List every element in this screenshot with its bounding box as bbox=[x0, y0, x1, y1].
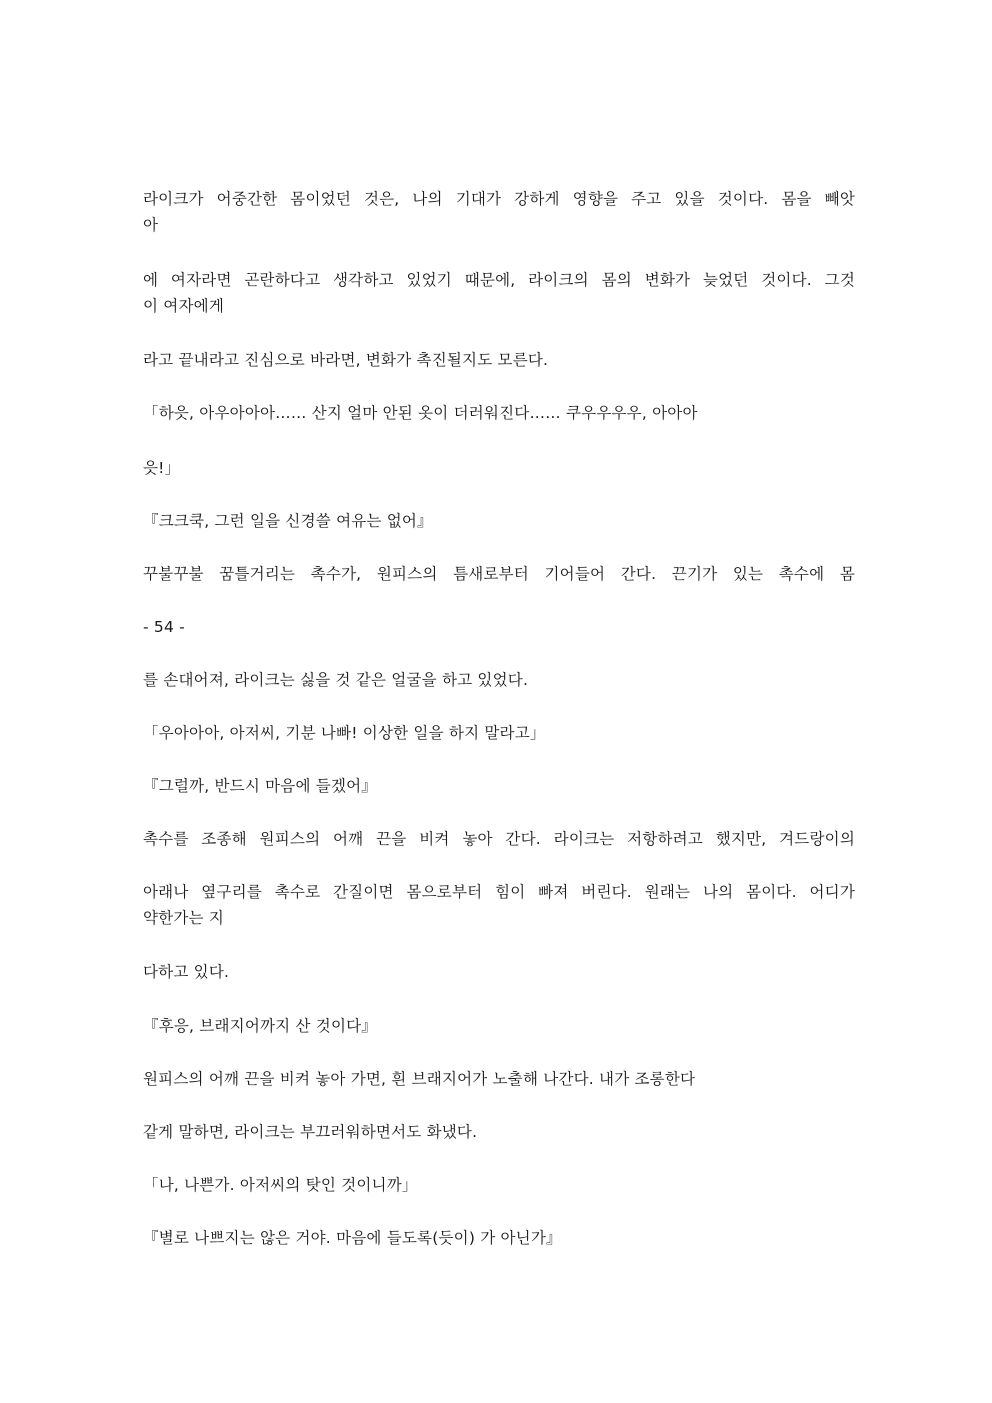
dialogue-line: 『크크쿡, 그런 일을 신경쓸 여유는 없어』 bbox=[143, 512, 433, 530]
paragraph: 에 여자라면 곤란하다고 생각하고 있었기 때문에, 라이크의 몸의 변화가 늦었던 것이다. 그것 이 여자에게 bbox=[143, 271, 855, 315]
dialogue-line: 『별로 나쁘지는 않은 거야. 마음에 들도록(듯이) 가 아닌가』 bbox=[143, 1229, 562, 1247]
dialogue-line: 「나, 나쁜가. 아저씨의 탓인 것이니까」 bbox=[143, 1176, 418, 1194]
paragraph: 라고 끝내라고 진심으로 바라면, 변화가 촉진될지도 모른다. bbox=[143, 351, 549, 369]
paragraph: 다하고 있다. bbox=[143, 963, 230, 981]
paragraph: 라이크가 어중간한 몸이었던 것은, 나의 기대가 강하게 영향을 주고 있을 것이다. 몸을 빼앗 아 bbox=[143, 190, 855, 234]
page-number: - 54 - bbox=[143, 618, 185, 636]
paragraph: 를 손대어져, 라이크는 싫을 것 같은 얼굴을 하고 있었다. bbox=[143, 671, 529, 689]
dialogue-line: 읏!」 bbox=[143, 459, 181, 477]
dialogue-line: 「우아아아, 아저씨, 기분 나빠! 이상한 일을 하지 말라고」 bbox=[143, 724, 546, 742]
paragraph: 원피스의 어깨 끈을 비켜 놓아 가면, 흰 브래지어가 노출해 나간다. 내가 조롱한다 bbox=[143, 1070, 696, 1088]
paragraph: 같게 말하면, 라이크는 부끄러워하면서도 화냈다. bbox=[143, 1123, 478, 1141]
dialogue-line: 『후응, 브래지어까지 산 것이다』 bbox=[143, 1017, 377, 1035]
paragraph: 아래나 옆구리를 촉수로 간질이면 몸으로부터 힘이 빠져 버린다. 원래는 나의 몸이다. 어디가 약한가는 지 bbox=[143, 883, 855, 927]
dialogue-line: 『그럴까, 반드시 마음에 들겠어』 bbox=[143, 777, 377, 795]
paragraph: 꾸불꾸불 꿈틀거리는 촉수가, 원피스의 틈새로부터 기어들어 간다. 끈기가 있는 촉수에 몸 bbox=[143, 565, 855, 583]
dialogue-line: 「하읏, 아우아아아…… 산지 얼마 안된 옷이 더러워진다…… 쿠우우우우, 아아아 bbox=[143, 404, 698, 422]
paragraph: 촉수를 조종해 원피스의 어깨 끈을 비켜 놓아 간다. 라이크는 저항하려고 했지만, 겨드랑이의 bbox=[143, 830, 855, 848]
